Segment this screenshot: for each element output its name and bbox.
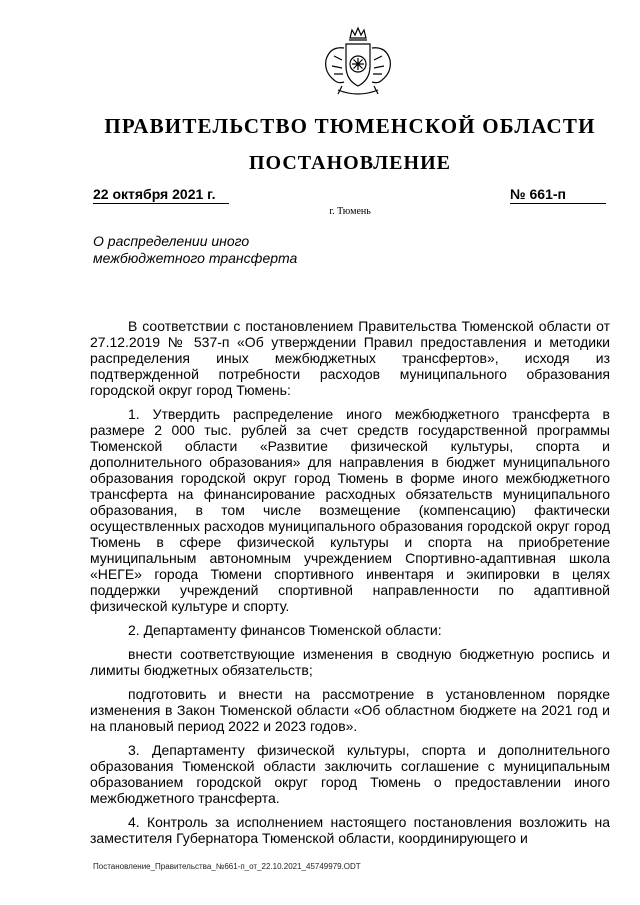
body-item-2b: подготовить и внести на рассмотрение в установленном порядке изменения в Закон Тюменской области «Об областном бюджете на 2021 год и на плановый период 2022 и 2023 годов». — [90, 686, 610, 734]
body-intro: В соответствии с постановлением Правительства Тюменской области от 27.12.2019 № 537-п «Об утверждении Правил предоставления и методики распределения иных межбюджетных трансфертов», исходя из подтвержденной потребности расходов муниципального образования городской округ город Тюмень: — [90, 318, 610, 398]
city-label: г. Тюмень — [329, 206, 371, 217]
document-type: ПОСТАНОВЛЕНИЕ — [249, 152, 451, 174]
document-number: № 661-п — [510, 186, 606, 204]
subject-line-1: О распределении иного — [93, 233, 250, 249]
body-item-3: 3. Департаменту физической культуры, спорта и дополнительного образования Тюменской области заключить соглашение с муниципальным образованием городской округ город Тюмень о предоставлении иного межбюджетного трансферта. — [90, 742, 610, 806]
document-date: 22 октября 2021 г. — [93, 186, 229, 204]
coat-of-arms-icon — [316, 26, 400, 100]
file-name-footer: Постановление_Правительства_№661-п_от_22.10.2021_45749979.ODT — [93, 862, 361, 871]
body-item-2: 2. Департаменту финансов Тюменской области: — [128, 622, 442, 638]
government-title: ПРАВИТЕЛЬСТВО ТЮМЕНСКОЙ ОБЛАСТИ — [104, 114, 596, 138]
body-item-4: 4. Контроль за исполнением настоящего постановления возложить на заместителя Губернатора Тюменской области, координирующего и — [90, 814, 610, 846]
subject-line-2: межбюджетного трансферта — [93, 250, 298, 266]
document-subject — [93, 233, 353, 267]
document-body — [90, 318, 610, 854]
body-item-2a: внести соответствующие изменения в сводную бюджетную роспись и лимиты бюджетных обязательств; — [90, 646, 610, 678]
body-item-1: 1. Утвердить распределение иного межбюджетного трансферта в размере 2 000 тыс. рублей за счет средств государственной программы Тюменской области «Развитие физической культуры, спорта и дополнительного образования» для направления в бюджет муниципального образования городской округ город Тюмень в форме иного межбюджетного трансферта на финансирование расходных обязательств муниципального образования, в том числе возмещение (компенсацию) фактически осуществленных расходов муниципального образования городской округ город Тюмень в сфере физической культуры и спорта на приобретение муниципальным автономным учреждением Спортивно-адаптивная школа «НЕГЕ» города Тюмени спортивного инвентаря и экипировки в целях поддержки учреждений спортивной направленности по адаптивной физической культуре и спорту. — [90, 406, 610, 614]
